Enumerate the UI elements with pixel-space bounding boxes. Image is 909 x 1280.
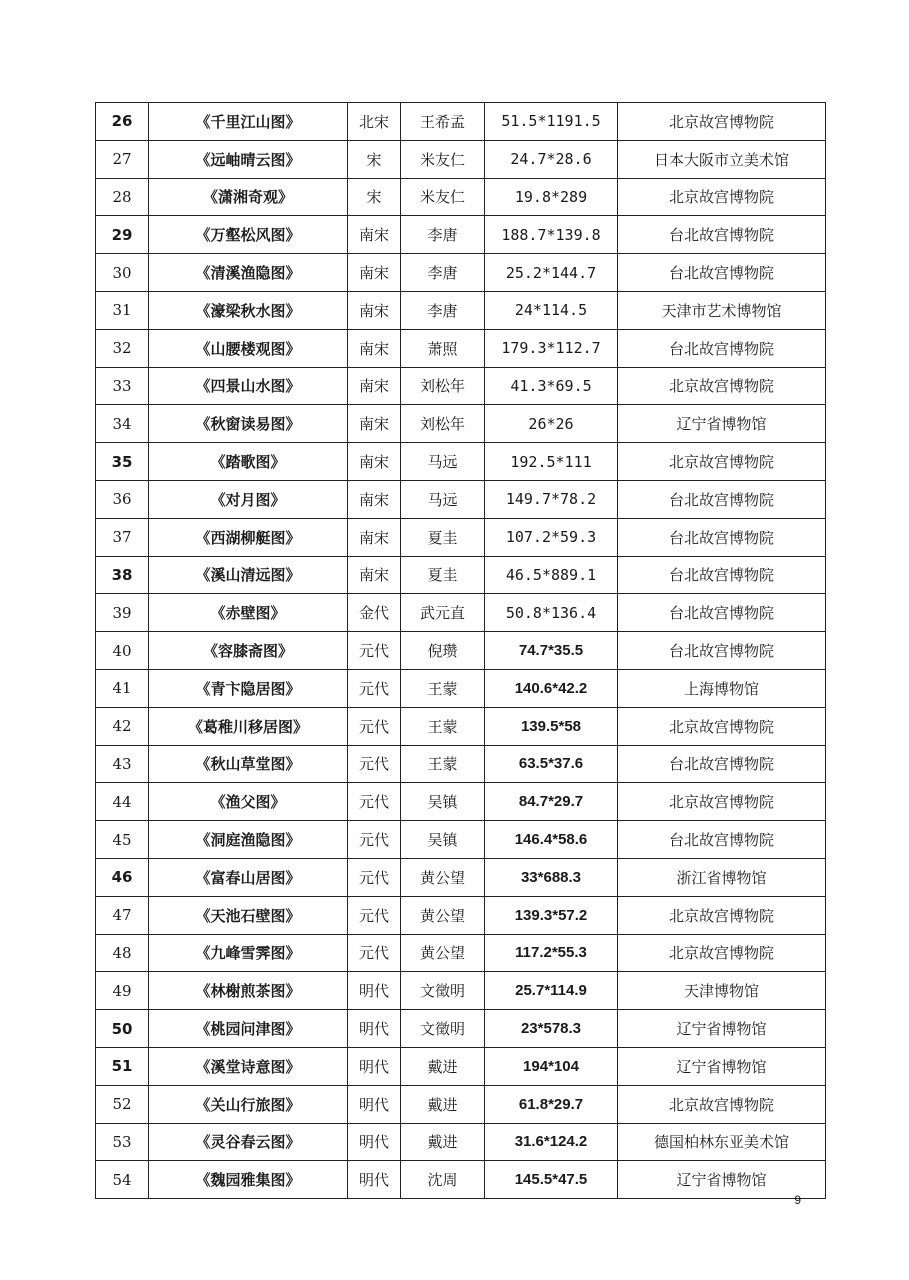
museum-cell: 浙江省博物馆 [618,858,826,896]
dynasty-cell: 元代 [348,934,401,972]
table-row [96,1010,826,1048]
row-number-cell: 52 [96,1085,149,1123]
artist-cell: 马远 [401,480,485,518]
painting-title-cell: 《关山行旅图》 [149,1085,348,1123]
painting-title-cell: 《富春山居图》 [149,858,348,896]
dynasty-cell: 南宋 [348,254,401,292]
artist-cell: 戴进 [401,1123,485,1161]
table-row [96,216,826,254]
painting-title-cell: 《千里江山图》 [149,103,348,141]
painting-title-cell: 《潇湘奇观》 [149,178,348,216]
artist-cell: 米友仁 [401,178,485,216]
dimensions-cell: 139.3*57.2 [485,896,618,934]
artist-cell: 李唐 [401,254,485,292]
table-row [96,896,826,934]
painting-title-cell: 《九峰雪霁图》 [149,934,348,972]
table-row [96,1047,826,1085]
row-number-cell: 30 [96,254,149,292]
row-number-cell: 43 [96,745,149,783]
table-row [96,594,826,632]
dynasty-cell: 南宋 [348,518,401,556]
dimensions-cell: 63.5*37.6 [485,745,618,783]
dynasty-cell: 宋 [348,140,401,178]
dimensions-cell: 192.5*111 [485,443,618,481]
dynasty-cell: 南宋 [348,405,401,443]
dimensions-cell: 84.7*29.7 [485,783,618,821]
table-row [96,1085,826,1123]
artist-cell: 吴镇 [401,783,485,821]
museum-cell: 台北故宫博物院 [618,216,826,254]
painting-title-cell: 《葛稚川移居图》 [149,707,348,745]
dynasty-cell: 金代 [348,594,401,632]
museum-cell: 台北故宫博物院 [618,632,826,670]
dimensions-cell: 188.7*139.8 [485,216,618,254]
row-number-cell: 40 [96,632,149,670]
painting-title-cell: 《容膝斋图》 [149,632,348,670]
artist-cell: 吴镇 [401,821,485,859]
dynasty-cell: 南宋 [348,367,401,405]
table-row [96,443,826,481]
table-row [96,669,826,707]
table-row [96,556,826,594]
dimensions-cell: 46.5*889.1 [485,556,618,594]
painting-title-cell: 《天池石壁图》 [149,896,348,934]
painting-title-cell: 《渔父图》 [149,783,348,821]
dimensions-cell: 33*688.3 [485,858,618,896]
table-row [96,178,826,216]
museum-cell: 日本大阪市立美术馆 [618,140,826,178]
row-number-cell: 26 [96,103,149,141]
dynasty-cell: 元代 [348,745,401,783]
dimensions-cell: 140.6*42.2 [485,669,618,707]
dynasty-cell: 南宋 [348,480,401,518]
artist-cell: 王蒙 [401,707,485,745]
artist-cell: 黄公望 [401,934,485,972]
dynasty-cell: 南宋 [348,216,401,254]
artist-cell: 李唐 [401,291,485,329]
dynasty-cell: 南宋 [348,556,401,594]
table-row [96,934,826,972]
dynasty-cell: 元代 [348,896,401,934]
painting-title-cell: 《万壑松风图》 [149,216,348,254]
dimensions-cell: 139.5*58 [485,707,618,745]
dimensions-cell: 24*114.5 [485,291,618,329]
row-number-cell: 32 [96,329,149,367]
painting-title-cell: 《魏园雅集图》 [149,1161,348,1199]
dimensions-cell: 25.2*144.7 [485,254,618,292]
painting-title-cell: 《远岫晴云图》 [149,140,348,178]
row-number-cell: 35 [96,443,149,481]
dynasty-cell: 南宋 [348,443,401,481]
painting-title-cell: 《对月图》 [149,480,348,518]
painting-title-cell: 《灵谷春云图》 [149,1123,348,1161]
painting-title-cell: 《溪堂诗意图》 [149,1047,348,1085]
dimensions-cell: 179.3*112.7 [485,329,618,367]
artist-cell: 马远 [401,443,485,481]
museum-cell: 台北故宫博物院 [618,556,826,594]
artist-cell: 王蒙 [401,745,485,783]
dimensions-cell: 19.8*289 [485,178,618,216]
table-row [96,972,826,1010]
table-row [96,783,826,821]
museum-cell: 台北故宫博物院 [618,821,826,859]
artist-cell: 刘松年 [401,405,485,443]
dynasty-cell: 南宋 [348,329,401,367]
row-number-cell: 36 [96,480,149,518]
museum-cell: 北京故宫博物院 [618,443,826,481]
museum-cell: 辽宁省博物馆 [618,1010,826,1048]
dimensions-cell: 194*104 [485,1047,618,1085]
table-body [96,103,826,1199]
museum-cell: 德国柏林东亚美术馆 [618,1123,826,1161]
dynasty-cell: 元代 [348,669,401,707]
dynasty-cell: 元代 [348,632,401,670]
dimensions-cell: 31.6*124.2 [485,1123,618,1161]
row-number-cell: 53 [96,1123,149,1161]
dynasty-cell: 南宋 [348,291,401,329]
row-number-cell: 51 [96,1047,149,1085]
paintings-table [95,102,826,1199]
artist-cell: 刘松年 [401,367,485,405]
museum-cell: 北京故宫博物院 [618,896,826,934]
dimensions-cell: 51.5*1191.5 [485,103,618,141]
painting-title-cell: 《四景山水图》 [149,367,348,405]
table-row [96,291,826,329]
museum-cell: 上海博物馆 [618,669,826,707]
dimensions-cell: 145.5*47.5 [485,1161,618,1199]
row-number-cell: 29 [96,216,149,254]
dynasty-cell: 元代 [348,707,401,745]
museum-cell: 北京故宫博物院 [618,707,826,745]
artist-cell: 夏圭 [401,518,485,556]
painting-title-cell: 《西湖柳艇图》 [149,518,348,556]
row-number-cell: 33 [96,367,149,405]
artist-cell: 戴进 [401,1047,485,1085]
museum-cell: 北京故宫博物院 [618,934,826,972]
row-number-cell: 37 [96,518,149,556]
row-number-cell: 42 [96,707,149,745]
dynasty-cell: 元代 [348,821,401,859]
museum-cell: 天津市艺术博物馆 [618,291,826,329]
artist-cell: 萧照 [401,329,485,367]
artist-cell: 沈周 [401,1161,485,1199]
museum-cell: 辽宁省博物馆 [618,405,826,443]
table-row [96,632,826,670]
dynasty-cell: 明代 [348,1085,401,1123]
dynasty-cell: 明代 [348,1161,401,1199]
painting-title-cell: 《秋窗读易图》 [149,405,348,443]
painting-title-cell: 《濠梁秋水图》 [149,291,348,329]
artist-cell: 米友仁 [401,140,485,178]
artist-cell: 文徵明 [401,1010,485,1048]
dynasty-cell: 北宋 [348,103,401,141]
museum-cell: 北京故宫博物院 [618,103,826,141]
dynasty-cell: 明代 [348,1010,401,1048]
museum-cell: 台北故宫博物院 [618,480,826,518]
museum-cell: 天津博物馆 [618,972,826,1010]
row-number-cell: 46 [96,858,149,896]
museum-cell: 台北故宫博物院 [618,518,826,556]
painting-title-cell: 《山腰楼观图》 [149,329,348,367]
dimensions-cell: 74.7*35.5 [485,632,618,670]
museum-cell: 台北故宫博物院 [618,329,826,367]
dimensions-cell: 23*578.3 [485,1010,618,1048]
museum-cell: 辽宁省博物馆 [618,1161,826,1199]
artist-cell: 文徵明 [401,972,485,1010]
table-row [96,367,826,405]
table-row [96,518,826,556]
row-number-cell: 49 [96,972,149,1010]
table-row [96,745,826,783]
row-number-cell: 28 [96,178,149,216]
row-number-cell: 44 [96,783,149,821]
table-row [96,140,826,178]
table-row [96,103,826,141]
row-number-cell: 39 [96,594,149,632]
dimensions-cell: 117.2*55.3 [485,934,618,972]
dimensions-cell: 50.8*136.4 [485,594,618,632]
dynasty-cell: 明代 [348,1047,401,1085]
museum-cell: 北京故宫博物院 [618,783,826,821]
artist-cell: 戴进 [401,1085,485,1123]
table-row [96,821,826,859]
table-row [96,254,826,292]
row-number-cell: 38 [96,556,149,594]
museum-cell: 北京故宫博物院 [618,367,826,405]
table-row [96,707,826,745]
dimensions-cell: 25.7*114.9 [485,972,618,1010]
dynasty-cell: 元代 [348,783,401,821]
dynasty-cell: 宋 [348,178,401,216]
row-number-cell: 48 [96,934,149,972]
table-row [96,1161,826,1199]
painting-title-cell: 《青卞隐居图》 [149,669,348,707]
artist-cell: 王蒙 [401,669,485,707]
dimensions-cell: 107.2*59.3 [485,518,618,556]
museum-cell: 辽宁省博物馆 [618,1047,826,1085]
artist-cell: 武元直 [401,594,485,632]
dynasty-cell: 元代 [348,858,401,896]
dimensions-cell: 26*26 [485,405,618,443]
painting-title-cell: 《清溪渔隐图》 [149,254,348,292]
table-row [96,329,826,367]
painting-title-cell: 《踏歌图》 [149,443,348,481]
dimensions-cell: 146.4*58.6 [485,821,618,859]
dynasty-cell: 明代 [348,972,401,1010]
row-number-cell: 31 [96,291,149,329]
row-number-cell: 41 [96,669,149,707]
artist-cell: 王希孟 [401,103,485,141]
painting-title-cell: 《林榭煎茶图》 [149,972,348,1010]
dynasty-cell: 明代 [348,1123,401,1161]
row-number-cell: 47 [96,896,149,934]
artist-cell: 倪瓒 [401,632,485,670]
museum-cell: 台北故宫博物院 [618,745,826,783]
artist-cell: 黄公望 [401,896,485,934]
painting-title-cell: 《赤壁图》 [149,594,348,632]
dimensions-cell: 149.7*78.2 [485,480,618,518]
painting-title-cell: 《溪山清远图》 [149,556,348,594]
museum-cell: 台北故宫博物院 [618,254,826,292]
table-row [96,480,826,518]
page-number: 9 [794,1193,801,1207]
museum-cell: 台北故宫博物院 [618,594,826,632]
row-number-cell: 27 [96,140,149,178]
table-row [96,405,826,443]
table-row [96,1123,826,1161]
artist-cell: 李唐 [401,216,485,254]
artist-cell: 黄公望 [401,858,485,896]
table-row [96,858,826,896]
row-number-cell: 45 [96,821,149,859]
painting-title-cell: 《洞庭渔隐图》 [149,821,348,859]
row-number-cell: 34 [96,405,149,443]
dimensions-cell: 24.7*28.6 [485,140,618,178]
row-number-cell: 54 [96,1161,149,1199]
painting-title-cell: 《秋山草堂图》 [149,745,348,783]
dimensions-cell: 61.8*29.7 [485,1085,618,1123]
dimensions-cell: 41.3*69.5 [485,367,618,405]
row-number-cell: 50 [96,1010,149,1048]
painting-title-cell: 《桃园问津图》 [149,1010,348,1048]
museum-cell: 北京故宫博物院 [618,178,826,216]
artist-cell: 夏圭 [401,556,485,594]
museum-cell: 北京故宫博物院 [618,1085,826,1123]
